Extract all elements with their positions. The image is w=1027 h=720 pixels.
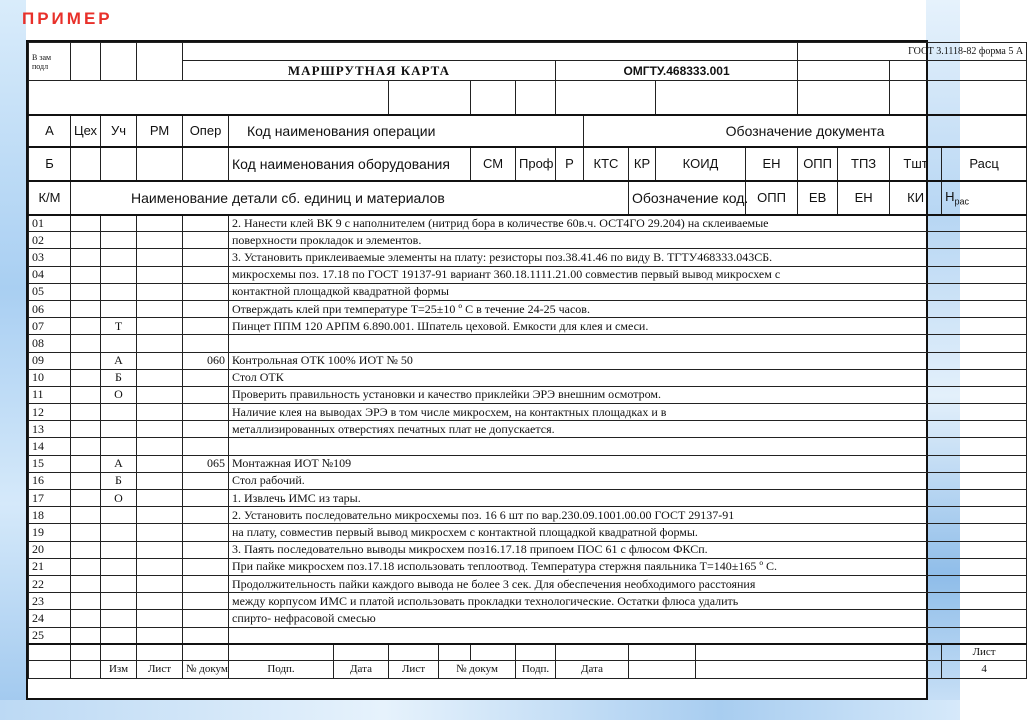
row-tseh bbox=[71, 283, 101, 300]
table-row bbox=[29, 575, 1027, 592]
header-a: А bbox=[29, 115, 71, 147]
row-tseh bbox=[71, 455, 101, 472]
route-card-table bbox=[28, 42, 1027, 679]
row-number: 21 bbox=[29, 558, 71, 575]
row-rm bbox=[137, 232, 183, 249]
table-row bbox=[29, 283, 1027, 300]
row-text bbox=[229, 335, 1027, 352]
footer-data: Дата bbox=[334, 660, 389, 678]
header-oper: Опер bbox=[183, 115, 229, 147]
table-row bbox=[29, 386, 1027, 403]
row-text: 3. Установить приклеиваемые элементы на плату: резисторы поз.38.41.46 по виду В. ТГТУ468333.043СБ. bbox=[229, 249, 1027, 266]
row-rm bbox=[137, 627, 183, 644]
footer-sheet-number: 4 bbox=[942, 660, 1027, 678]
row-uch bbox=[101, 558, 137, 575]
slide-title: ПРИМЕР bbox=[22, 9, 113, 28]
row-oper bbox=[183, 507, 229, 524]
row-text: Стол рабочий. bbox=[229, 472, 1027, 489]
row-tseh bbox=[71, 300, 101, 317]
row-tseh bbox=[71, 593, 101, 610]
header-rm: РМ bbox=[137, 115, 183, 147]
row-oper bbox=[183, 369, 229, 386]
row-oper bbox=[183, 627, 229, 644]
table-row bbox=[29, 266, 1027, 283]
row-rm bbox=[137, 249, 183, 266]
row-uch bbox=[101, 300, 137, 317]
row-rm bbox=[137, 421, 183, 438]
row-uch: О bbox=[101, 386, 137, 403]
row-oper bbox=[183, 215, 229, 232]
footer-data-2: Дата bbox=[556, 660, 629, 678]
row-oper bbox=[183, 593, 229, 610]
row-tseh bbox=[71, 266, 101, 283]
row-rm bbox=[137, 352, 183, 369]
row-text: 3. Паять последовательно выводы микросхем поз16.17.18 припоем ПОС 61 с флюсом ФКСп. bbox=[229, 541, 1027, 558]
row-number: 12 bbox=[29, 404, 71, 421]
row-uch: Т bbox=[101, 318, 137, 335]
footer-list-2: Лист bbox=[389, 660, 439, 678]
row-oper: 065 bbox=[183, 455, 229, 472]
row-oper bbox=[183, 335, 229, 352]
header-n-rash-main: Н bbox=[945, 188, 955, 204]
row-uch bbox=[101, 249, 137, 266]
row-rm bbox=[137, 335, 183, 352]
row-number: 10 bbox=[29, 369, 71, 386]
header-sm: СМ bbox=[471, 147, 516, 181]
row-oper bbox=[183, 318, 229, 335]
row-rm bbox=[137, 266, 183, 283]
footer-podp-2: Подп. bbox=[516, 660, 556, 678]
row-uch bbox=[101, 215, 137, 232]
row-tseh bbox=[71, 249, 101, 266]
row-uch bbox=[101, 627, 137, 644]
row-text: металлизированных отверстиях печатных плат не допускается. bbox=[229, 421, 1027, 438]
row-text: на плату, совместив первый вывод микросхем с контактной площадкой квадратной формы. bbox=[229, 524, 1027, 541]
row-tseh bbox=[71, 610, 101, 627]
row-number: 11 bbox=[29, 386, 71, 403]
row-text: Стол ОТК bbox=[229, 369, 1027, 386]
row-rm bbox=[137, 283, 183, 300]
row-uch bbox=[101, 610, 137, 627]
row-tseh bbox=[71, 369, 101, 386]
row-tseh bbox=[71, 575, 101, 592]
row-uch bbox=[101, 335, 137, 352]
table-row bbox=[29, 558, 1027, 575]
footer-n-dokum-2: № докум bbox=[439, 660, 516, 678]
row-rm bbox=[137, 524, 183, 541]
table-row bbox=[29, 455, 1027, 472]
row-oper bbox=[183, 524, 229, 541]
row-rm bbox=[137, 541, 183, 558]
table-row bbox=[29, 249, 1027, 266]
row-oper bbox=[183, 404, 229, 421]
row-number: 19 bbox=[29, 524, 71, 541]
header-operation-code: Код наименования операции bbox=[229, 115, 584, 147]
header-kts: КТС bbox=[584, 147, 629, 181]
row-text: поверхности прокладок и элементов. bbox=[229, 232, 1027, 249]
row-oper bbox=[183, 438, 229, 455]
row-tseh bbox=[71, 232, 101, 249]
header-designation-code: Обозначение код. bbox=[629, 181, 746, 215]
table-row bbox=[29, 610, 1027, 627]
row-tseh bbox=[71, 335, 101, 352]
form-title: МАРШРУТНАЯ КАРТА bbox=[183, 61, 556, 81]
row-uch bbox=[101, 507, 137, 524]
row-rm bbox=[137, 455, 183, 472]
row-oper bbox=[183, 575, 229, 592]
header-tseh: Цех bbox=[71, 115, 101, 147]
row-rm bbox=[137, 558, 183, 575]
row-text: Отверждать клей при температуре Т=25±10 º С в течение 24-25 часов. bbox=[229, 300, 1027, 317]
table-row bbox=[29, 369, 1027, 386]
header-en: ЕН bbox=[746, 147, 798, 181]
header-rasch: Расц bbox=[942, 147, 1027, 181]
row-oper: 060 bbox=[183, 352, 229, 369]
table-row bbox=[29, 335, 1027, 352]
route-card-document bbox=[26, 40, 1024, 700]
header-koid: КОИД bbox=[656, 147, 746, 181]
row-text: Проверить правильность установки и качество приклейки ЭРЭ внешним осмотром. bbox=[229, 386, 1027, 403]
row-text: микросхемы поз. 17.18 по ГОСТ 19137-91 вариант 360.18.1111.21.00 совместив первый вывод микросхем с bbox=[229, 266, 1027, 283]
row-text: Пинцет ППМ 120 АРПМ 6.890.001. Шпатель цеховой. Емкости для клея и смеси. bbox=[229, 318, 1027, 335]
row-tseh bbox=[71, 318, 101, 335]
row-number: 15 bbox=[29, 455, 71, 472]
row-tseh bbox=[71, 386, 101, 403]
header-document-designation: Обозначение документа bbox=[584, 115, 1027, 147]
row-tseh bbox=[71, 558, 101, 575]
row-number: 23 bbox=[29, 593, 71, 610]
row-uch bbox=[101, 524, 137, 541]
background-decoration-left bbox=[0, 0, 26, 720]
row-text: Наличие клея на выводах ЭРЭ в том числе микросхем, на контактных площадках и в bbox=[229, 404, 1027, 421]
row-text: При пайке микросхем поз.17.18 использовать теплоотвод. Температура стержня паяльника Т=140±165 º С. bbox=[229, 558, 1027, 575]
row-uch: О bbox=[101, 490, 137, 507]
footer-podp: Подп. bbox=[229, 660, 334, 678]
table-row bbox=[29, 593, 1027, 610]
row-rm bbox=[137, 610, 183, 627]
row-tseh bbox=[71, 421, 101, 438]
row-uch bbox=[101, 404, 137, 421]
row-number: 22 bbox=[29, 575, 71, 592]
row-tseh bbox=[71, 438, 101, 455]
row-text: Продолжительность пайки каждого вывода не более 3 сек. Для обеспечения необходимого расстояния bbox=[229, 575, 1027, 592]
row-tseh bbox=[71, 404, 101, 421]
table-row bbox=[29, 421, 1027, 438]
row-rm bbox=[137, 318, 183, 335]
row-uch: Б bbox=[101, 369, 137, 386]
row-uch bbox=[101, 575, 137, 592]
row-text: 1. Извлечь ИМС из тары. bbox=[229, 490, 1027, 507]
row-number: 18 bbox=[29, 507, 71, 524]
row-number: 08 bbox=[29, 335, 71, 352]
header-tsht: Тшт bbox=[890, 147, 942, 181]
row-rm bbox=[137, 438, 183, 455]
row-text: 2. Нанести клей ВК 9 с наполнителем (нитрид бора в количестве 60в.ч. ОСТ4ГО 29.204) на склеиваемые bbox=[229, 215, 1027, 232]
row-number: 03 bbox=[29, 249, 71, 266]
row-oper bbox=[183, 249, 229, 266]
row-text: 2. Установить последовательно микросхемы поз. 16 6 шт по вар.230.09.1001.00.00 ГОСТ 29137-91 bbox=[229, 507, 1027, 524]
row-text: контактной площадкой квадратной формы bbox=[229, 283, 1027, 300]
row-uch: А bbox=[101, 455, 137, 472]
row-rm bbox=[137, 472, 183, 489]
row-oper bbox=[183, 558, 229, 575]
table-row bbox=[29, 507, 1027, 524]
row-number: 05 bbox=[29, 283, 71, 300]
row-number: 24 bbox=[29, 610, 71, 627]
row-text: спирто- нефрасовой смесью bbox=[229, 610, 1027, 627]
header-ev: ЕВ bbox=[798, 181, 838, 215]
table-row bbox=[29, 352, 1027, 369]
header-opp: ОПП bbox=[798, 147, 838, 181]
row-uch bbox=[101, 421, 137, 438]
row-uch bbox=[101, 593, 137, 610]
row-tseh bbox=[71, 627, 101, 644]
row-text bbox=[229, 627, 1027, 644]
row-oper bbox=[183, 266, 229, 283]
row-uch: А bbox=[101, 352, 137, 369]
row-uch bbox=[101, 438, 137, 455]
izm-label: В зам подл bbox=[29, 43, 71, 81]
row-tseh bbox=[71, 472, 101, 489]
footer-n-dokum: № докум bbox=[183, 660, 229, 678]
row-oper bbox=[183, 232, 229, 249]
row-text: Монтажная ИОТ №109 bbox=[229, 455, 1027, 472]
row-rm bbox=[137, 215, 183, 232]
row-tseh bbox=[71, 541, 101, 558]
row-rm bbox=[137, 300, 183, 317]
row-number: 02 bbox=[29, 232, 71, 249]
table-row bbox=[29, 404, 1027, 421]
row-number: 13 bbox=[29, 421, 71, 438]
row-number: 06 bbox=[29, 300, 71, 317]
row-oper bbox=[183, 472, 229, 489]
row-number: 01 bbox=[29, 215, 71, 232]
header-en-k: ЕН bbox=[838, 181, 890, 215]
background-decoration-bottom bbox=[0, 700, 960, 720]
form-standard: ГОСТ 3.1118-82 форма 5 А bbox=[798, 43, 1027, 61]
row-oper bbox=[183, 300, 229, 317]
row-rm bbox=[137, 507, 183, 524]
header-uch: Уч bbox=[101, 115, 137, 147]
row-tseh bbox=[71, 490, 101, 507]
footer-sheet-label: Лист bbox=[942, 644, 1027, 660]
row-tseh bbox=[71, 524, 101, 541]
table-row bbox=[29, 232, 1027, 249]
header-detail-name: Наименование детали сб. единиц и материалов bbox=[71, 181, 629, 215]
footer-izm: Изм bbox=[101, 660, 137, 678]
header-kr: КР bbox=[629, 147, 656, 181]
document-code: ОМГТУ.468333.001 bbox=[556, 61, 798, 81]
row-tseh bbox=[71, 215, 101, 232]
route-card-rows bbox=[29, 215, 1027, 645]
row-uch bbox=[101, 232, 137, 249]
row-number: 14 bbox=[29, 438, 71, 455]
header-n-rash bbox=[942, 181, 1027, 215]
table-row bbox=[29, 490, 1027, 507]
table-row bbox=[29, 541, 1027, 558]
header-opp-k: ОПП bbox=[746, 181, 798, 215]
row-uch bbox=[101, 266, 137, 283]
table-row bbox=[29, 438, 1027, 455]
header-r: Р bbox=[556, 147, 584, 181]
row-text bbox=[229, 438, 1027, 455]
row-oper bbox=[183, 283, 229, 300]
row-rm bbox=[137, 386, 183, 403]
row-rm bbox=[137, 593, 183, 610]
row-uch bbox=[101, 283, 137, 300]
header-tpz: ТПЗ bbox=[838, 147, 890, 181]
row-text: между корпусом ИМС и платой использовать прокладки технологические. Остатки флюса удалить bbox=[229, 593, 1027, 610]
row-number: 16 bbox=[29, 472, 71, 489]
table-row bbox=[29, 215, 1027, 232]
header-km: К/М bbox=[29, 181, 71, 215]
row-number: 17 bbox=[29, 490, 71, 507]
row-number: 09 bbox=[29, 352, 71, 369]
row-oper bbox=[183, 541, 229, 558]
row-rm bbox=[137, 575, 183, 592]
row-number: 04 bbox=[29, 266, 71, 283]
header-equipment-code: Код наименования оборудования bbox=[229, 147, 471, 181]
table-row bbox=[29, 627, 1027, 644]
row-tseh bbox=[71, 507, 101, 524]
header-prof: Проф bbox=[516, 147, 556, 181]
row-number: 20 bbox=[29, 541, 71, 558]
row-uch: Б bbox=[101, 472, 137, 489]
table-row bbox=[29, 524, 1027, 541]
header-b: Б bbox=[29, 147, 71, 181]
table-row bbox=[29, 472, 1027, 489]
table-row bbox=[29, 318, 1027, 335]
table-row bbox=[29, 300, 1027, 317]
row-text: Контрольная ОТК 100% ИОТ № 50 bbox=[229, 352, 1027, 369]
row-rm bbox=[137, 490, 183, 507]
row-oper bbox=[183, 490, 229, 507]
row-oper bbox=[183, 610, 229, 627]
row-tseh bbox=[71, 352, 101, 369]
row-oper bbox=[183, 421, 229, 438]
header-ki: КИ bbox=[890, 181, 942, 215]
header-n-rash-sub: рас bbox=[954, 196, 969, 207]
row-oper bbox=[183, 386, 229, 403]
row-number: 25 bbox=[29, 627, 71, 644]
footer-list: Лист bbox=[137, 660, 183, 678]
row-rm bbox=[137, 369, 183, 386]
row-number: 07 bbox=[29, 318, 71, 335]
row-uch bbox=[101, 541, 137, 558]
row-rm bbox=[137, 404, 183, 421]
